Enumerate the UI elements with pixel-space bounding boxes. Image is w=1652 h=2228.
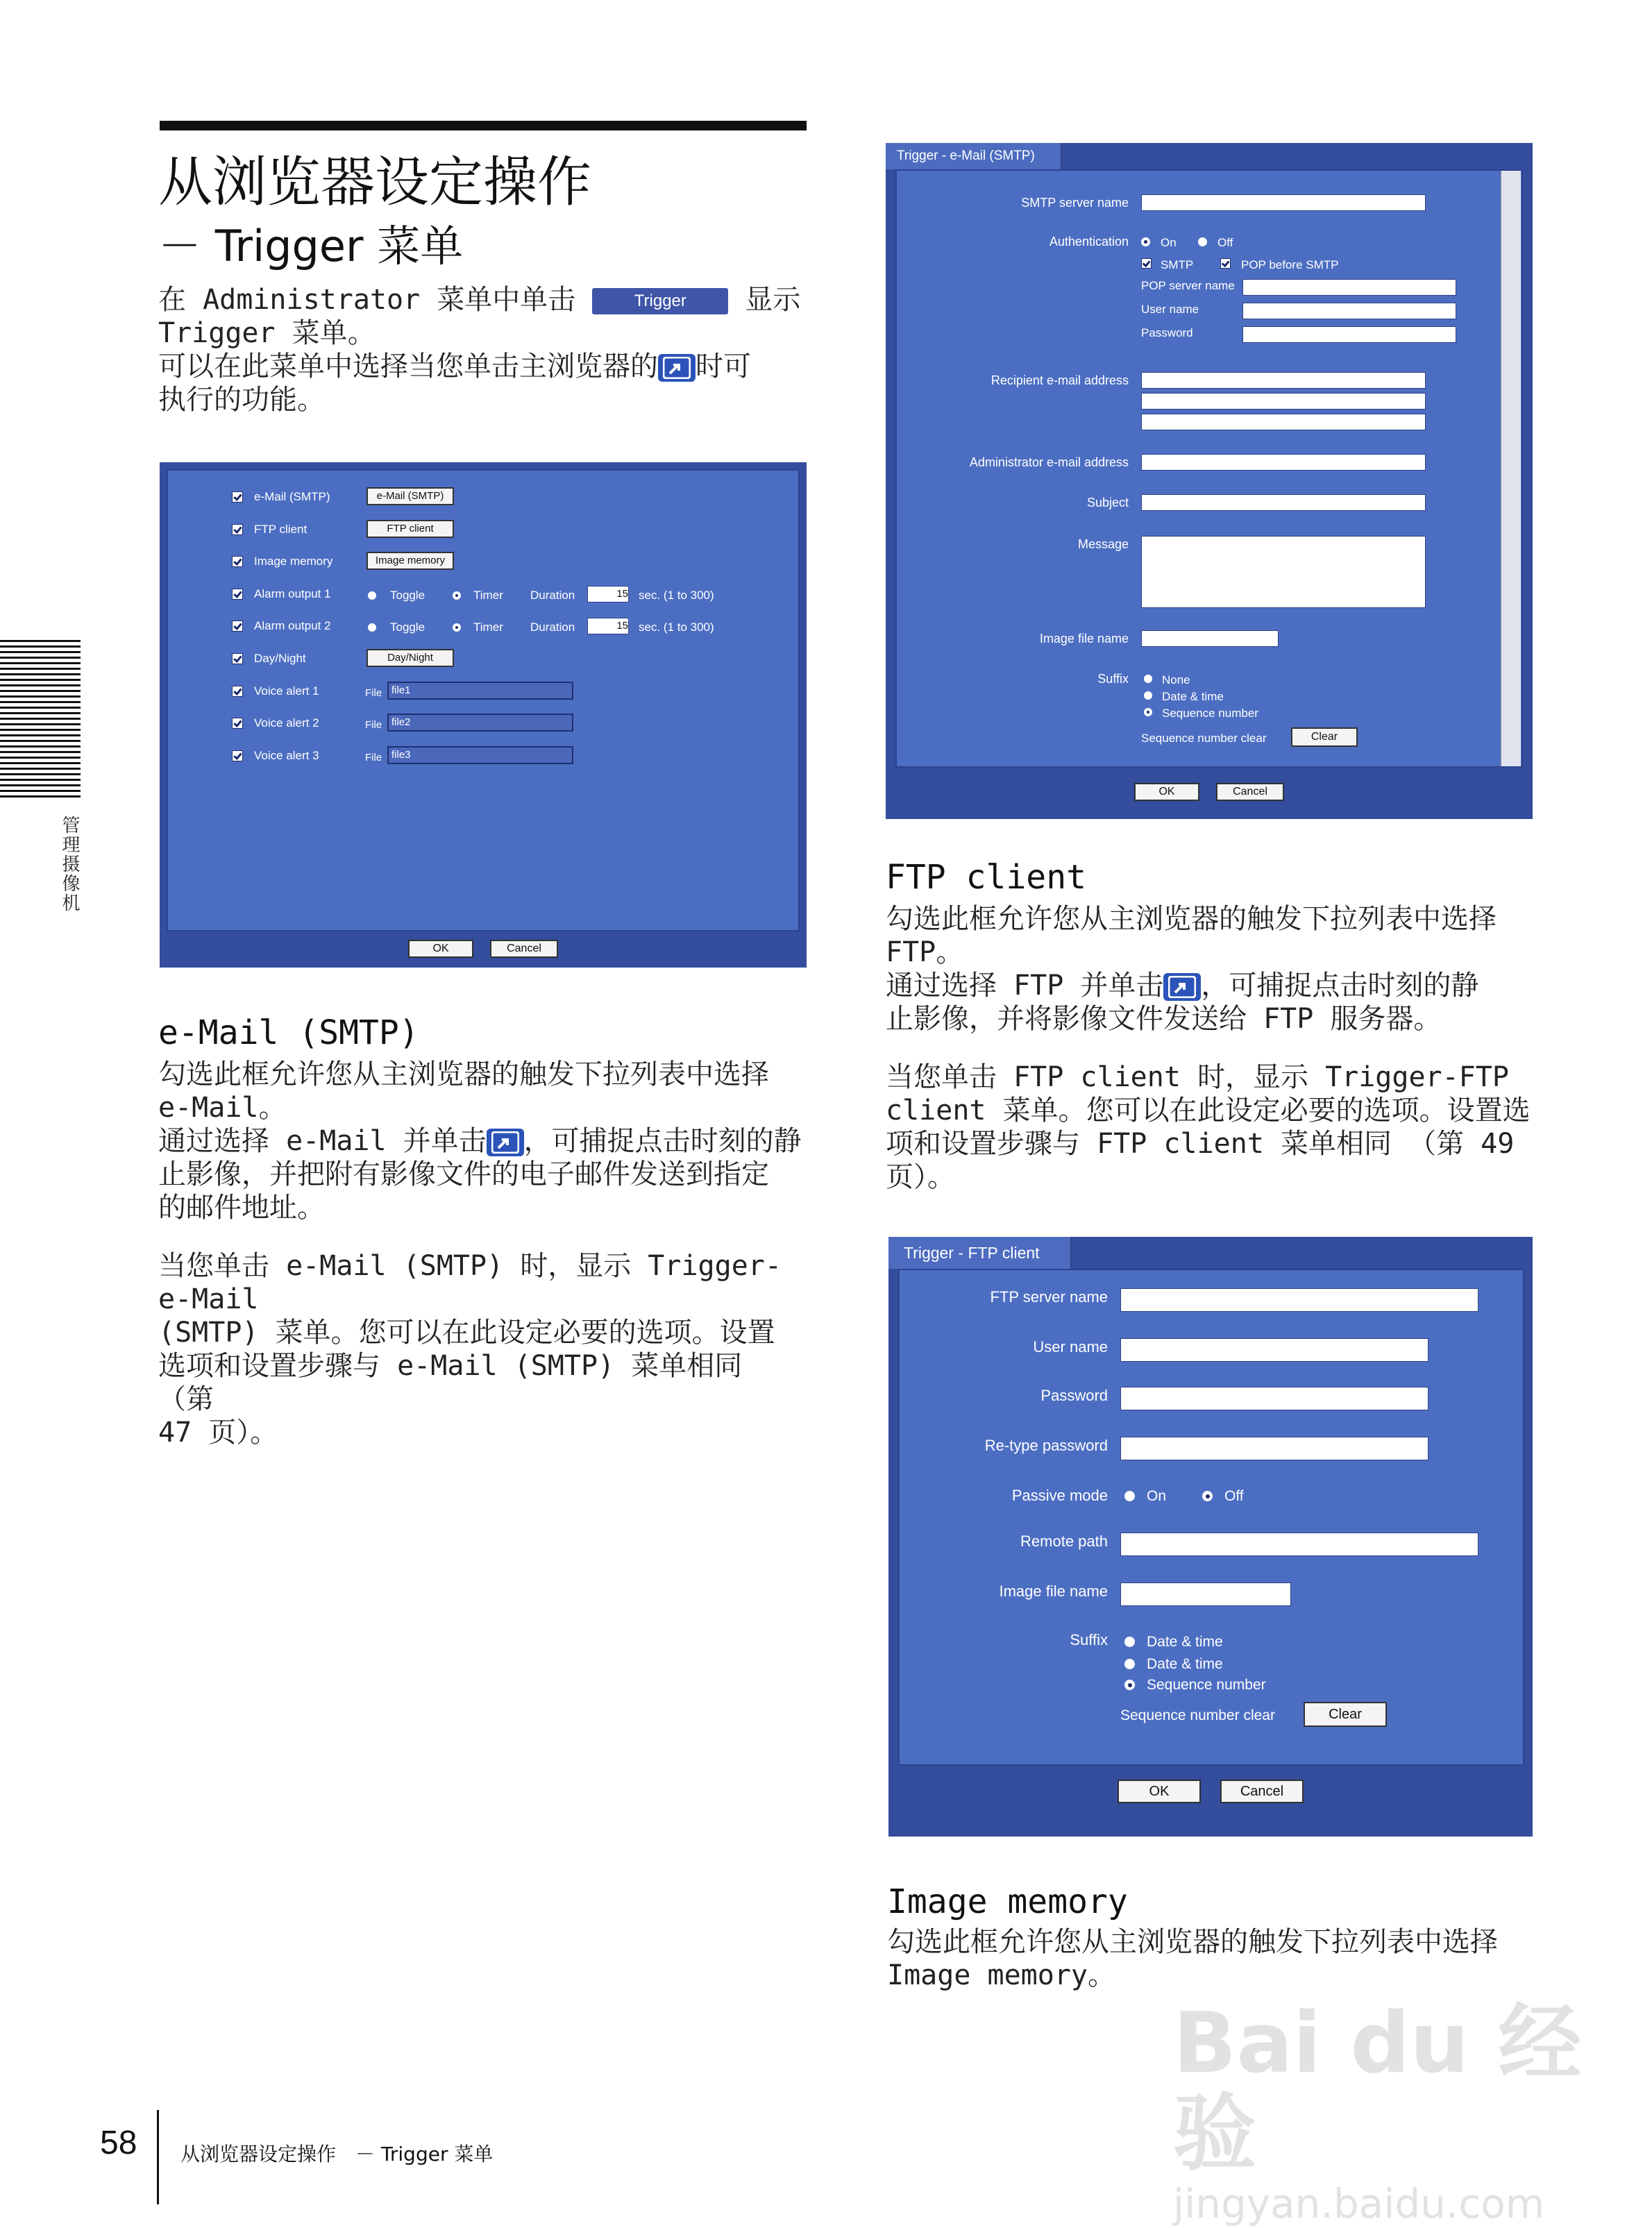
remote-path-label: Remote path	[1020, 1533, 1108, 1550]
intro-line-2: Trigger 菜单。	[158, 317, 376, 349]
voice-alert-3-checkbox[interactable]	[232, 750, 243, 761]
ftp-checkbox[interactable]	[232, 524, 243, 535]
alarm-2-timer-label: Timer	[473, 621, 503, 634]
title-rule	[160, 121, 807, 130]
subject-label: Subject	[1086, 496, 1129, 509]
email-p2-line2: 止影像，并把附有影像文件的电子邮件发送到指定	[158, 1158, 769, 1190]
section-tab-label: 管理摄像机	[59, 816, 80, 913]
alarm-2-range-label: sec. (1 to 300)	[639, 621, 714, 634]
message-textarea[interactable]	[1141, 536, 1426, 608]
pop-server-input[interactable]	[1242, 279, 1456, 296]
auth-on-radio[interactable]	[1141, 237, 1150, 246]
email-p1-line2: e-Mail。	[158, 1092, 287, 1124]
passive-on-radio[interactable]	[1124, 1491, 1135, 1501]
ftp-p2-line1a: 通过选择 FTP 并单击	[886, 970, 1164, 1002]
ftp-suffix-label: Suffix	[1070, 1631, 1108, 1648]
alarm-1-duration-label: Duration	[530, 589, 575, 602]
alarm-2-toggle-radio[interactable]	[368, 623, 376, 632]
sequence-clear-label: Sequence number clear	[1141, 732, 1267, 745]
smtp-server-input[interactable]	[1141, 194, 1426, 211]
alarm-1-toggle-radio[interactable]	[368, 591, 376, 600]
ftp-p3-line1: 当您单击 FTP client 时，显示 Trigger-FTP	[886, 1061, 1509, 1093]
smtp-ok-button[interactable]: OK	[1134, 783, 1199, 801]
suffix-date-label: Date & time	[1162, 690, 1224, 703]
ftp-p1-line2: FTP。	[886, 936, 964, 968]
ftp-p3-line4: 页）。	[886, 1161, 955, 1193]
watermark-url: jingyan.baidu.com	[1173, 2180, 1545, 2227]
ftp-panel-body	[898, 1269, 1524, 1766]
footer-running-title: 从浏览器设定操作 － Trigger 菜单	[180, 2143, 494, 2166]
recipient-input-2[interactable]	[1141, 393, 1426, 410]
voice-alert-1-checkbox[interactable]	[232, 686, 243, 697]
recipient-label: Recipient e-mail address	[991, 373, 1129, 387]
page-number: 58	[100, 2125, 137, 2161]
admin-email-label: Administrator e-mail address	[969, 455, 1129, 469]
image-file-name-label: Image file name	[1039, 632, 1129, 645]
pop-server-label: POP server name	[1141, 279, 1235, 292]
alarm-output-2-label: Alarm output 2	[254, 619, 331, 632]
image-memory-section-heading: Image memory	[887, 1882, 1128, 1921]
ftp-image-file-input[interactable]	[1120, 1583, 1291, 1606]
remote-path-input[interactable]	[1120, 1533, 1478, 1556]
smtp-password-input[interactable]	[1242, 326, 1456, 343]
smtp-auth-label: SMTP	[1161, 258, 1194, 271]
voice-alert-3-label: Voice alert 3	[254, 749, 319, 762]
ftp-suffix-opt2-label: Date & time	[1147, 1656, 1223, 1672]
email-p2-line3: 的邮件地址。	[158, 1192, 325, 1224]
smtp-auth-checkbox[interactable]	[1141, 258, 1152, 269]
ftp-suffix-opt3-radio[interactable]	[1124, 1680, 1135, 1690]
email-section-text	[158, 1058, 811, 1449]
alarm-1-toggle-label: Toggle	[390, 589, 425, 602]
ftp-label: FTP client	[254, 523, 307, 536]
ftp-password-input[interactable]	[1120, 1387, 1428, 1410]
ftp-cancel-button[interactable]: Cancel	[1220, 1780, 1304, 1803]
intro-line-3a: 可以在此菜单中选择当您单击主浏览器的	[158, 351, 658, 382]
suffix-sequence-label: Sequence number	[1162, 707, 1258, 720]
smtp-cancel-button[interactable]: Cancel	[1216, 783, 1284, 801]
voice-alert-1-file-label: File	[365, 687, 382, 699]
ftp-suffix-opt2-radio[interactable]	[1124, 1659, 1135, 1669]
intro-line-1a: 在 Administrator 菜单中单击	[158, 284, 576, 316]
alarm-1-range-label: sec. (1 to 300)	[639, 589, 714, 602]
trigger-icon	[487, 1129, 524, 1156]
subject-input[interactable]	[1141, 494, 1426, 511]
suffix-date-radio[interactable]	[1144, 691, 1152, 700]
ftp-p3-line3: 项和设置步骤与 FTP client 菜单相同 （第 49	[886, 1128, 1515, 1160]
alarm-2-timer-radio[interactable]	[453, 623, 461, 632]
image-memory-p1-line1: 勾选此框允许您从主浏览器的触发下拉列表中选择	[887, 1926, 1498, 1958]
suffix-label: Suffix	[1097, 672, 1129, 686]
recipient-input-3[interactable]	[1141, 414, 1426, 430]
trigger-email-smtp-panel	[886, 143, 1533, 819]
ftp-suffix-opt1-label: Date & time	[1147, 1634, 1223, 1650]
email-p3-line4: 47 页）。	[158, 1417, 278, 1449]
pop-before-smtp-checkbox[interactable]	[1220, 258, 1231, 269]
voice-alert-3-file-select[interactable]: file3	[387, 746, 573, 764]
image-memory-p1-line2: Image memory。	[887, 1959, 1115, 1991]
ftp-p2-line1b: ，可捕捉点击时刻的静	[1201, 970, 1479, 1002]
ftp-image-file-label: Image file name	[999, 1583, 1108, 1600]
day-night-checkbox[interactable]	[232, 653, 243, 664]
ftp-retype-input[interactable]	[1120, 1437, 1428, 1460]
auth-off-label: Off	[1217, 236, 1233, 249]
alarm-output-2-checkbox[interactable]	[232, 621, 243, 632]
email-p2-line1a: 通过选择 e-Mail 并单击	[158, 1125, 487, 1157]
authentication-label: Authentication	[1049, 235, 1129, 248]
email-label: e-Mail (SMTP)	[254, 490, 330, 503]
ftp-section-heading: FTP client	[886, 858, 1086, 897]
passive-mode-label: Passive mode	[1011, 1487, 1108, 1504]
trigger-ok-button[interactable]: OK	[408, 940, 473, 958]
intro-text	[158, 283, 811, 416]
ftp-password-label: Password	[1040, 1387, 1108, 1404]
day-night-label: Day/Night	[254, 652, 306, 665]
voice-alert-2-checkbox[interactable]	[232, 718, 243, 729]
image-file-name-input[interactable]	[1141, 630, 1279, 647]
trigger-icon	[1163, 973, 1201, 1001]
section-tab-marker	[0, 640, 81, 798]
smtp-scrollbar[interactable]	[1501, 171, 1521, 766]
passive-off-label: Off	[1224, 1488, 1244, 1504]
auth-off-radio[interactable]	[1198, 237, 1207, 246]
message-label: Message	[1077, 537, 1129, 551]
ftp-user-input[interactable]	[1120, 1338, 1428, 1362]
pop-before-smtp-label: POP before SMTP	[1241, 258, 1339, 271]
ftp-server-label: FTP server name	[990, 1288, 1108, 1306]
alarm-output-1-checkbox[interactable]	[232, 589, 243, 600]
ftp-p3-line2: client 菜单。您可以在此设定必要的选项。设置选	[886, 1095, 1531, 1126]
ftp-clear-button[interactable]: Clear	[1304, 1702, 1387, 1727]
smtp-user-input[interactable]	[1242, 303, 1456, 319]
image-memory-checkbox[interactable]	[232, 556, 243, 567]
alarm-output-1-label: Alarm output 1	[254, 587, 331, 600]
smtp-user-label: User name	[1141, 303, 1199, 316]
smtp-password-label: Password	[1141, 326, 1193, 339]
voice-alert-1-file-select[interactable]: file1	[387, 682, 573, 700]
smtp-clear-button[interactable]: Clear	[1291, 727, 1358, 747]
trigger-cancel-button[interactable]: Cancel	[490, 940, 558, 958]
email-p3-line2: (SMTP) 菜单。您可以在此设定必要的选项。设置	[158, 1317, 775, 1349]
ftp-ok-button[interactable]: OK	[1118, 1780, 1201, 1803]
smtp-panel-tab[interactable]: Trigger - e-Mail (SMTP)	[886, 143, 1062, 169]
intro-line-3b: 时可	[696, 351, 751, 382]
ftp-panel-tab[interactable]: Trigger - FTP client	[888, 1237, 1072, 1269]
smtp-server-label: SMTP server name	[1021, 196, 1129, 210]
ftp-sequence-clear-label: Sequence number clear	[1120, 1707, 1275, 1723]
ftp-section-text	[886, 902, 1538, 1194]
trigger-icon	[658, 354, 696, 382]
image-memory-section-text	[887, 1925, 1540, 1992]
image-memory-label: Image memory	[254, 555, 333, 568]
ftp-p2-line2: 止影像，并将影像文件发送给 FTP 服务器。	[886, 1003, 1442, 1035]
email-p2-line1b: ，可捕捉点击时刻的静	[523, 1125, 802, 1157]
intro-line-1b: 显示	[745, 284, 801, 316]
email-settings-button[interactable]: e-Mail (SMTP)	[366, 487, 454, 505]
intro-line-4: 执行的功能。	[158, 384, 325, 416]
email-p1-line1: 勾选此框允许您从主浏览器的触发下拉列表中选择	[158, 1058, 769, 1090]
email-p3-line1: 当您单击 e-Mail (SMTP) 时，显示 Trigger-e-Mail	[158, 1250, 782, 1315]
alarm-1-timer-radio[interactable]	[453, 591, 461, 600]
suffix-none-radio[interactable]	[1144, 675, 1152, 683]
day-night-settings-button[interactable]: Day/Night	[366, 649, 454, 667]
alarm-2-toggle-label: Toggle	[390, 621, 425, 634]
trigger-menu-body	[167, 469, 800, 931]
voice-alert-2-file-label: File	[365, 719, 382, 731]
ftp-settings-button[interactable]: FTP client	[366, 520, 454, 538]
auth-on-label: On	[1161, 236, 1177, 249]
watermark-brand: Bai du 经验	[1173, 1995, 1582, 2182]
recipient-input-1[interactable]	[1141, 372, 1426, 389]
trigger-button-inline: Trigger	[592, 288, 728, 314]
ftp-user-label: User name	[1033, 1338, 1108, 1356]
suffix-sequence-radio[interactable]	[1144, 708, 1152, 716]
email-p3-line3: 选项和设置步骤与 e-Mail (SMTP) 菜单相同 （第	[158, 1350, 743, 1415]
ftp-retype-label: Re-type password	[984, 1437, 1108, 1454]
alarm-2-duration-label: Duration	[530, 621, 575, 634]
image-memory-settings-button[interactable]: Image memory	[366, 552, 454, 570]
ftp-p1-line1: 勾选此框允许您从主浏览器的触发下拉列表中选择	[886, 903, 1497, 935]
ftp-server-input[interactable]	[1120, 1288, 1478, 1312]
alarm-1-timer-label: Timer	[473, 589, 503, 602]
admin-email-input[interactable]	[1141, 454, 1426, 471]
alarm-1-duration-input[interactable]: 15	[587, 586, 629, 602]
ftp-suffix-opt3-label: Sequence number	[1147, 1677, 1266, 1693]
passive-off-radio[interactable]	[1202, 1491, 1213, 1501]
email-section-heading: e-Mail (SMTP)	[158, 1013, 419, 1052]
voice-alert-2-file-select[interactable]: file2	[387, 714, 573, 732]
email-checkbox[interactable]	[232, 491, 243, 503]
trigger-ftp-client-panel	[888, 1237, 1533, 1837]
ftp-suffix-opt1-radio[interactable]	[1124, 1637, 1135, 1647]
page-subtitle: － Trigger 菜单	[158, 221, 464, 271]
voice-alert-2-label: Voice alert 2	[254, 716, 319, 729]
voice-alert-1-label: Voice alert 1	[254, 684, 319, 698]
alarm-2-duration-input[interactable]: 15	[587, 618, 629, 634]
trigger-menu-panel	[160, 462, 807, 968]
baidu-watermark	[1173, 1995, 1652, 2228]
suffix-none-label: None	[1162, 673, 1190, 686]
footer-rule	[157, 2110, 159, 2204]
passive-on-label: On	[1147, 1488, 1167, 1504]
voice-alert-3-file-label: File	[365, 752, 382, 763]
smtp-panel-body	[895, 169, 1523, 768]
page-title: 从浏览器设定操作	[158, 151, 592, 214]
